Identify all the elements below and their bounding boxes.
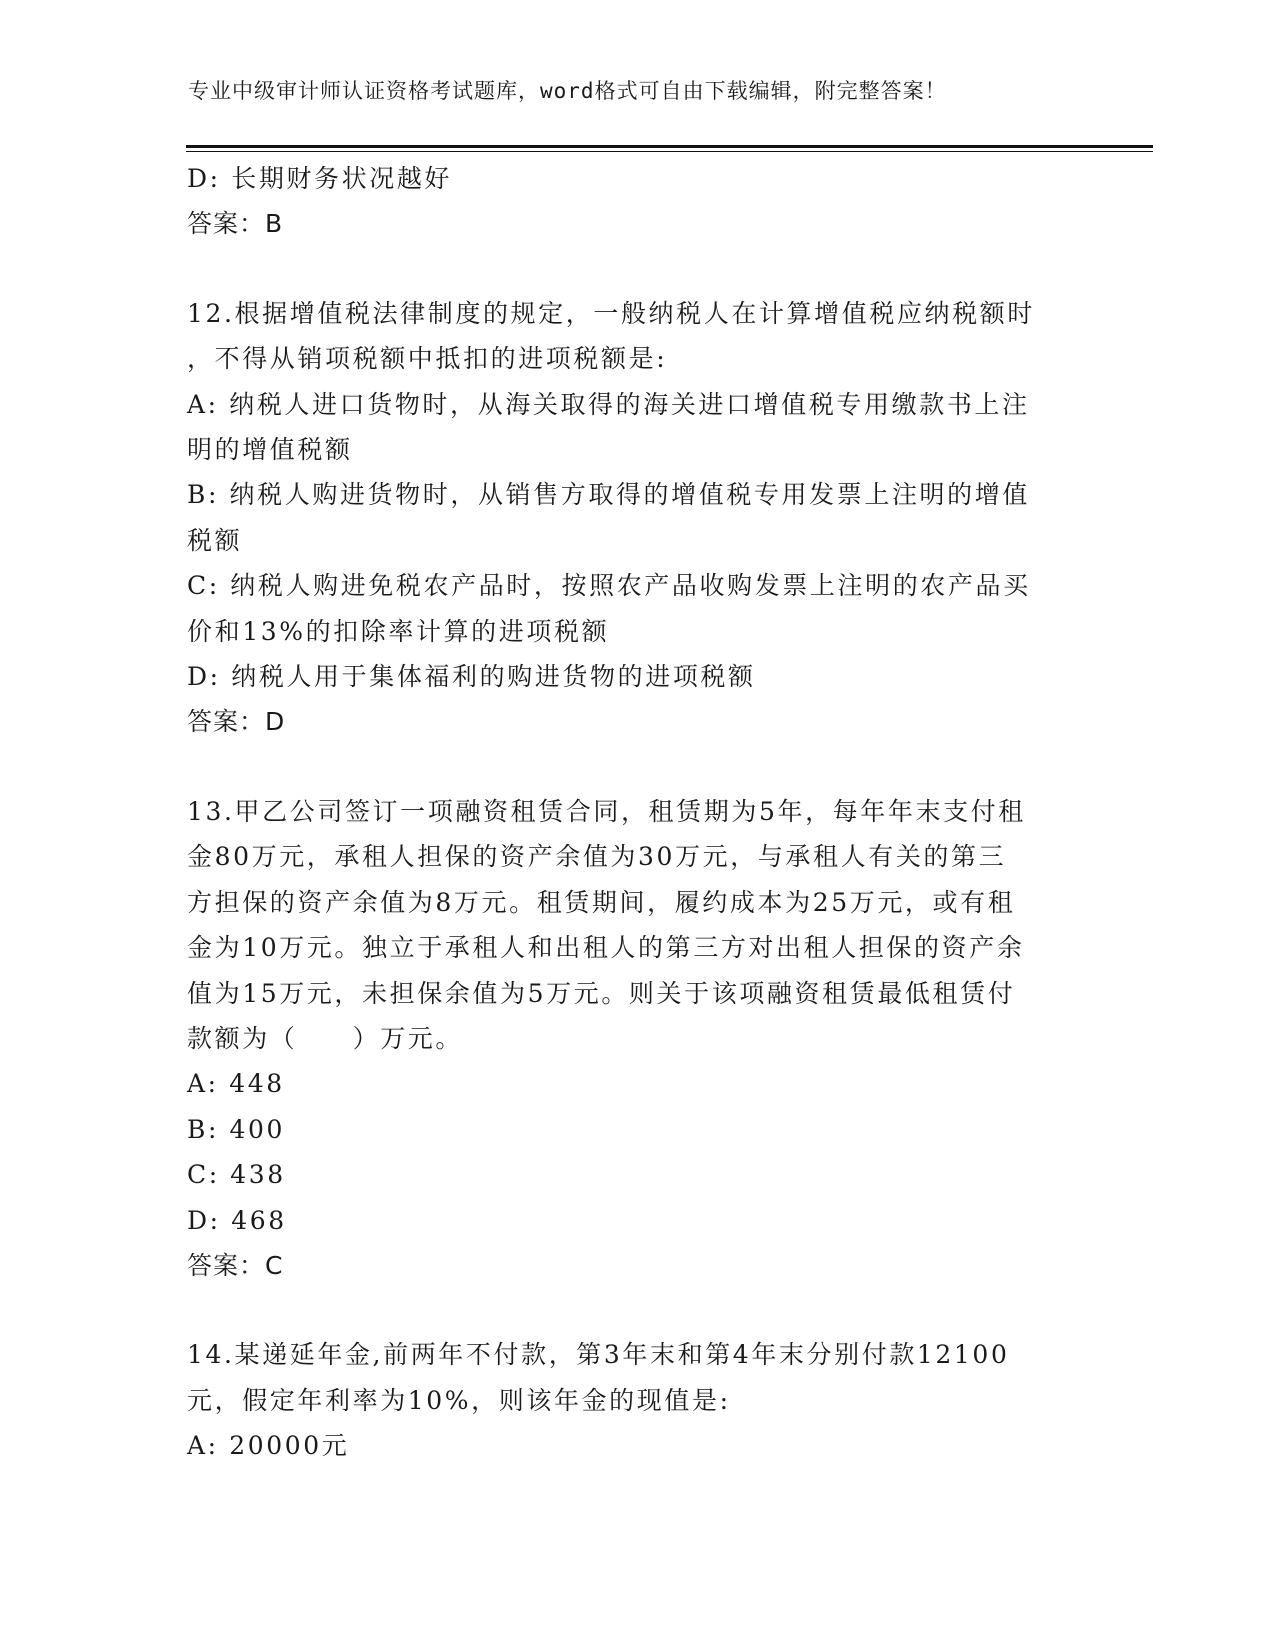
page-header: 专业中级审计师认证资格考试题库，word格式可自由下载编辑，附完整答案！ — [188, 79, 947, 103]
option-d: D: 468 — [187, 1205, 287, 1235]
spacer — [187, 745, 1087, 789]
question-stem: 13.甲乙公司签订一项融资租赁合同，租赁期为5年，每年年末支付租 — [187, 796, 1026, 826]
option-a: 明的增值税额 — [187, 435, 353, 465]
question-12 — [187, 291, 1087, 745]
answer: 答案：D — [187, 707, 286, 737]
option-b: B: 纳税人购进货物时，从销售方取得的增值税专用发票上注明的增值 — [187, 480, 1030, 510]
answer: 答案：B — [187, 209, 284, 239]
document-body — [187, 156, 1087, 1469]
option-b: 税额 — [187, 525, 243, 555]
option-d: D: 纳税人用于集体福利的购进货物的进项税额 — [187, 662, 756, 692]
question-stem: ，不得从销项税额中抵扣的进项税额是: — [187, 344, 668, 374]
question-stem: 金为10万元。独立于承租人和出租人的第三方对出租人担保的资产余 — [187, 933, 1025, 963]
header-rule-thin — [186, 151, 1153, 152]
option-c: C: 438 — [187, 1160, 286, 1190]
spacer — [187, 1288, 1087, 1332]
question-stem: 元，假定年利率为10%，则该年金的现值是: — [187, 1385, 731, 1415]
question-stem: 12.根据增值税法律制度的规定，一般纳税人在计算增值税应纳税额时 — [187, 298, 1035, 328]
answer: 答案：C — [187, 1250, 284, 1280]
option-c: 价和13%的扣除率计算的进项税额 — [187, 616, 610, 646]
option-c: C: 纳税人购进免税农产品时，按照农产品收购发票上注明的农产品买 — [187, 571, 1031, 601]
question-stem: 值为15万元，未担保余值为5万元。则关于该项融资租赁最低租赁付 — [187, 978, 1016, 1008]
option-a: A: 448 — [187, 1069, 285, 1099]
option-a: A: 纳税人进口货物时，从海关取得的海关进口增值税专用缴款书上注 — [187, 389, 1030, 419]
question-13 — [187, 789, 1087, 1288]
option-a: A: 20000元 — [187, 1431, 350, 1461]
header-rule-thick — [186, 145, 1153, 148]
question-stem: 款额为（ ）万元。 — [187, 1023, 464, 1053]
question-stem: 方担保的资产余值为8万元。租赁期间，履约成本为25万元，或有租 — [187, 887, 1016, 917]
option-b: B: 400 — [187, 1114, 286, 1144]
question-14 — [187, 1332, 1087, 1468]
question-stem: 14.某递延年金,前两年不付款，第3年末和第4年末分别付款12100 — [187, 1340, 1010, 1370]
question-stem: 金80万元，承租人担保的资产余值为30万元，与承租人有关的第三 — [187, 842, 1007, 872]
question-11-tail — [187, 156, 1087, 247]
option-d: D: 长期财务状况越好 — [187, 164, 453, 193]
spacer — [187, 247, 1087, 291]
